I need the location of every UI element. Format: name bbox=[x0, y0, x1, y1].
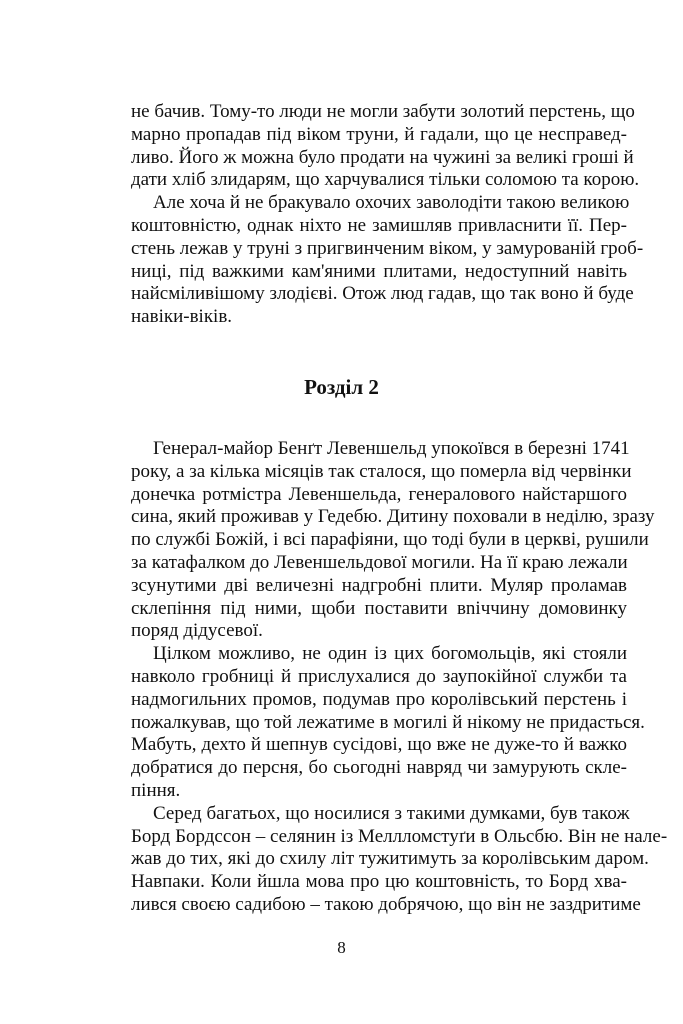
text-line: сина, який проживав у Гедебю. Дитину поховали в неділю, зразу bbox=[131, 506, 655, 528]
text-line: року, а за кілька місяців так сталося, що померла від червінки bbox=[131, 460, 632, 482]
text-line: зсунутими дві величезні надгробні плити. Муляр проламав bbox=[131, 574, 627, 596]
text-line: надмогильних промов, подумав про королівський перстень і bbox=[131, 688, 627, 710]
text-line: лився своєю садибою – такою добрячою, що він не заздритиме bbox=[131, 893, 641, 915]
text-line: добратися до персня, бо сьогодні навряд чи замурують скле- bbox=[131, 757, 627, 779]
text-line: Навпаки. Коли йшла мова про цю коштовність, то Борд хва- bbox=[131, 871, 627, 893]
text-line: за катафалком до Левеншельдової могили. На її краю лежали bbox=[131, 551, 628, 573]
text-line: пожалкував, що той лежатиме в могилі й нікому не придасться. bbox=[131, 711, 645, 733]
chapter-body-text bbox=[131, 438, 668, 917]
text-line: Серед багатьох, що носилися з такими думками, був також bbox=[153, 802, 630, 824]
text-line: навколо гробниці й прислухалися до заупокійної служби та bbox=[131, 665, 627, 687]
text-line: дати хліб злидарям, що харчувалися тільки соломою та корою. bbox=[131, 169, 640, 191]
text-line: Цілком можливо, не один із цих богомольців, які стояли bbox=[153, 643, 627, 665]
text-line: склепіння під ними, щоби поставити вniччину домовинку bbox=[131, 597, 627, 619]
text-line: не бачив. Тому-то люди не могли забути золотий перстень, що bbox=[131, 101, 635, 122]
text-line: по службі Божій, і всі парафіяни, що тоді були в церкві, рушили bbox=[131, 529, 649, 551]
text-line: ливо. Його ж можна було продати на чужині за великі гроші й bbox=[131, 146, 634, 168]
text-line: ниці, під важкими кам'яними плитами, недоступний навіть bbox=[131, 260, 627, 282]
text-line: найсміливішому злодієві. Отож люд гадав, що так воно й буде bbox=[131, 283, 634, 305]
text-line: Мабуть, дехто й шепнув сусідові, що вже не дуже-то й важко bbox=[131, 734, 627, 756]
text-line: Але хоча й не бракувало охочих заволодіти такою великою bbox=[153, 192, 630, 214]
section-end-text bbox=[131, 101, 644, 329]
page-number: 8 bbox=[337, 938, 346, 957]
text-line: марно пропадав під віком труни, й гадали, що це несправед- bbox=[131, 123, 627, 145]
text-line: стень лежав у труні з пригвинченим віком, у замурованій гроб- bbox=[131, 237, 644, 259]
text-line: Борд Бордссон – селянин із Меллломстуґи в Ольсбю. Він не нале- bbox=[131, 825, 668, 847]
text-line: поряд дідусевої. bbox=[131, 620, 263, 642]
text-line: навіки-віків. bbox=[131, 306, 233, 328]
text-line: піння. bbox=[131, 779, 181, 801]
text-line: коштовністю, однак ніхто не замишляв привласнити її. Пер- bbox=[131, 214, 627, 236]
text-line: донечка ротмістра Левеншельда, генералового найстаршого bbox=[131, 483, 627, 505]
text-line: жав до тих, які до схилу літ тужитимуть за королівським даром. bbox=[131, 848, 649, 870]
text-line: Генерал-майор Бенґт Левеншельд упокоївся в березні 1741 bbox=[153, 438, 630, 459]
chapter-heading: Розділ 2 bbox=[304, 375, 379, 399]
